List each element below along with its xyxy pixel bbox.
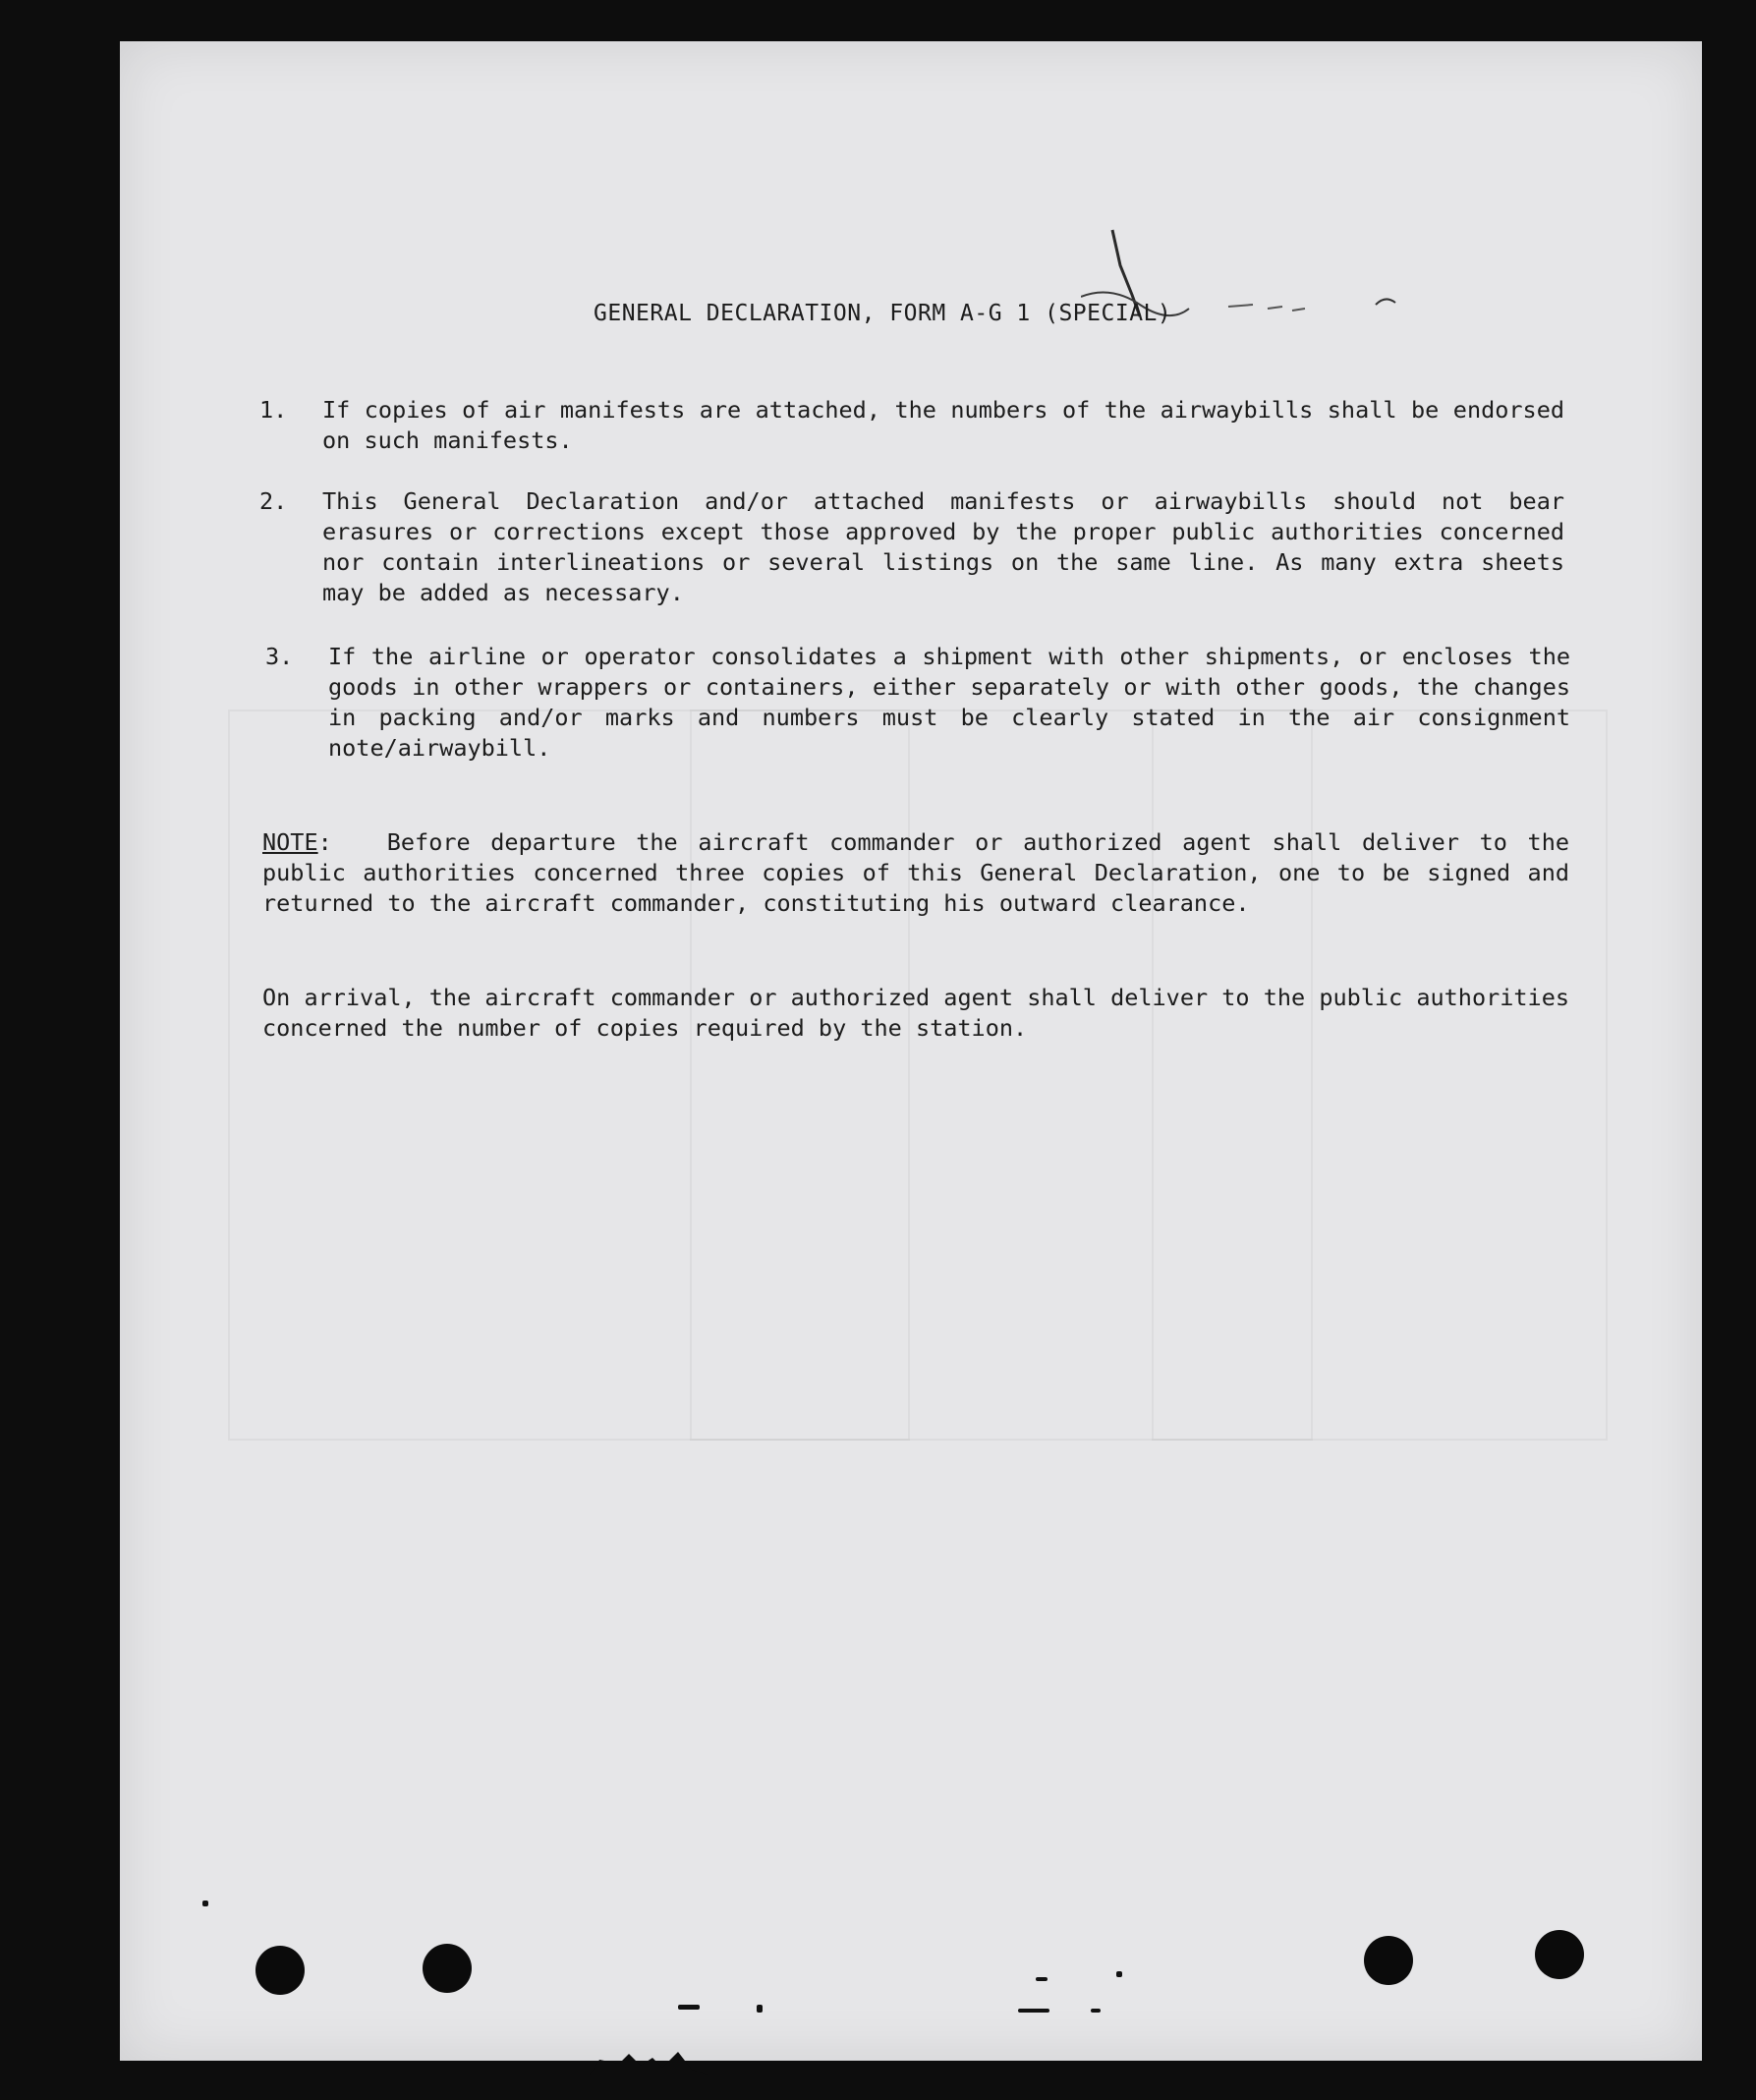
note-label: NOTE [262,828,318,856]
punch-hole-right-2 [1535,1930,1584,1979]
arrival-paragraph: On arrival, the aircraft commander or authorized agent shall deliver to the public authorities concerned the number of copies required by the station. [262,984,1569,1042]
note-colon: : [317,828,332,856]
item-number: 1. [259,396,288,424]
speck [1018,2009,1049,2013]
item-text: If copies of air manifests are attached, the numbers of the airwaybills shall be endorsed on such manifests. [322,396,1564,454]
speck [1116,1971,1122,1977]
item-number: 2. [259,487,288,515]
note-text: Before departure the aircraft commander or authorized agent shall deliver to the public authorities concerned three copies of this General Declaration, one to be signed and returned to the aircraft commander, constituting his outward clearance. [262,828,1569,917]
item-text: If the airline or operator consolidates a shipment with other shipments, or encloses the goods in other wrappers or containers, either separately or with other goods, the changes in packing and/or marks and numbers must be clearly stated in the air consignment note/airwaybill. [328,643,1570,762]
punch-hole-left-1 [255,1946,305,1995]
speck [1036,1977,1048,1981]
document-title: GENERAL DECLARATION, FORM A-G 1 (SPECIAL) [594,301,1172,326]
item-number: 3. [265,643,294,670]
torn-edge-mark [590,2046,708,2075]
punch-hole-left-2 [423,1944,472,1993]
item-text: This General Declaration and/or attached manifests or airwaybills should not bear erasures or corrections except those approved by the proper public authorities concerned nor contain interlineations or several listings on the same line. As many extra sheets may be added as necessary. [322,487,1564,606]
speck [757,2005,763,2013]
punch-hole-right-1 [1364,1936,1413,1985]
speck [678,2005,700,2010]
speck [1091,2009,1101,2013]
speck [202,1901,208,1906]
note-paragraph [262,827,1569,919]
